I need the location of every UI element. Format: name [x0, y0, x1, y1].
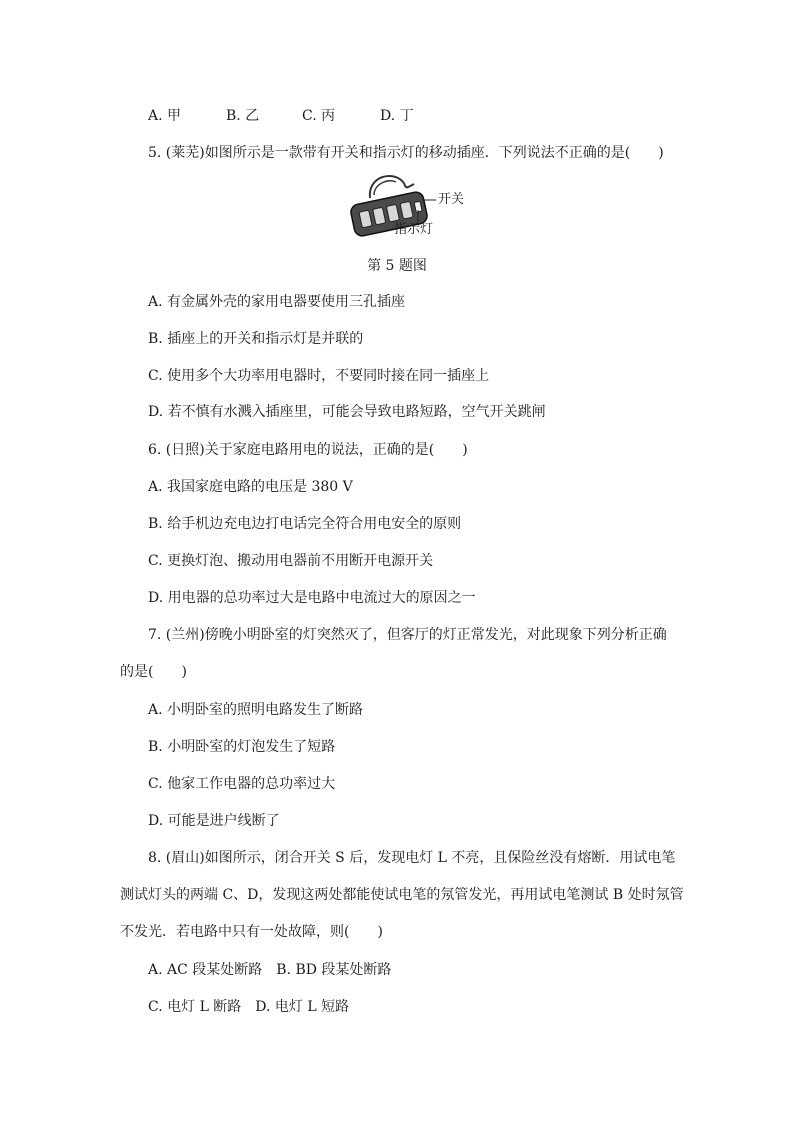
switch-label: 开关 [438, 192, 465, 207]
q5-option-a: A. 有金属外壳的家用电器要使用三孔插座 [148, 294, 406, 310]
q7-option-d: D. 可能是进户线断了 [148, 813, 280, 829]
power-strip-figure [330, 170, 480, 240]
q7-option-b: B. 小明卧室的灯泡发生了短路 [148, 739, 336, 755]
question-7-stem-line-1: 7. (兰州)傍晚小明卧室的灯突然灭了，但客厅的灯正常发光，对此现象下列分析正确 [148, 627, 667, 643]
question-8-stem-line-3: 不发光．若电路中只有一处故障，则( ) [120, 924, 383, 940]
q6-option-a: A. 我国家庭电路的电压是 380 V [148, 479, 353, 495]
option-a: A. 甲 [148, 108, 182, 124]
q8-options-line-2: C. 电灯 L 断路 D. 电灯 L 短路 [148, 999, 350, 1015]
option-d: D. 丁 [380, 108, 414, 124]
q6-option-d: D. 用电器的总功率过大是电路中电流过大的原因之一 [148, 590, 476, 606]
q5-option-c: C. 使用多个大功率用电器时，不要同时接在同一插座上 [148, 368, 490, 384]
q6-option-c: C. 更换灯泡、搬动用电器前不用断开电源开关 [148, 553, 434, 569]
question-8-stem-line-2: 测试灯头的两端 C、D，发现这两处都能使试电笔的氖管发光，再用试电笔测试 B 处时氖管 [120, 887, 684, 903]
q5-option-d: D. 若不慎有水溅入插座里，可能会导致电路短路，空气开关跳闸 [148, 404, 546, 420]
q5-option-b: B. 插座上的开关和指示灯是并联的 [148, 331, 364, 347]
question-7-stem-line-2: 的是( ) [120, 664, 187, 680]
q7-option-a: A. 小明卧室的照明电路发生了断路 [148, 702, 364, 718]
question-5-stem: 5. (莱芜)如图所示是一款带有开关和指示灯的移动插座．下列说法不正确的是( ) [148, 145, 664, 161]
figure-5-caption: 第 5 题图 [367, 258, 427, 274]
q6-option-b: B. 给手机边充电边打电话完全符合用电安全的原则 [148, 516, 462, 532]
option-b: B. 乙 [226, 108, 260, 124]
q7-option-c: C. 他家工作电器的总功率过大 [148, 776, 336, 792]
question-6-stem: 6. (日照)关于家庭电路用电的说法，正确的是( ) [148, 442, 468, 458]
question-8-stem-line-1: 8. (眉山)如图所示，闭合开关 S 后，发现电灯 L 不亮，且保险丝没有熔断．用试电笔 [148, 850, 676, 866]
q8-options-line-1: A. AC 段某处断路 B. BD 段某处断路 [148, 962, 392, 978]
indicator-label: 指示灯 [394, 222, 434, 237]
option-c: C. 丙 [302, 108, 336, 124]
